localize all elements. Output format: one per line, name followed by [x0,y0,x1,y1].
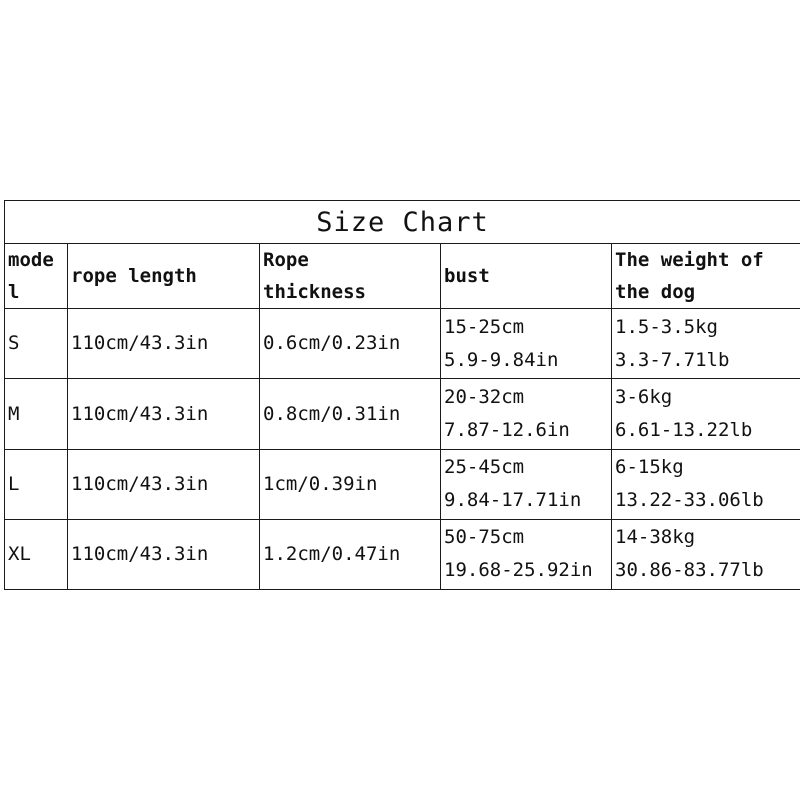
weight-cell [612,519,800,589]
weight-lb: 6.61-13.22lb [615,419,753,442]
bust-cell [441,309,612,379]
bust-cell [441,379,612,449]
header-bust [441,244,612,309]
header-rope-thickness-line-1: Rope [263,249,309,272]
bust-in: 5.9-9.84in [444,348,559,371]
header-row [5,244,800,309]
weight-lb: 30.86-83.77lb [615,559,764,582]
bust-cell [441,449,612,519]
size-chart-table [4,200,800,590]
bust-cm: 20-32cm [444,386,525,409]
bust-in: 7.87-12.6in [444,419,570,442]
bust-cell [441,519,612,589]
weight-kg: 3-6kg [615,386,673,409]
bust-in: 19.68-25.92in [444,559,593,582]
header-rope-thickness [260,244,441,309]
rope-thickness-cell: 1cm/0.39in [260,449,441,519]
bust-cm: 15-25cm [444,315,525,338]
header-model [5,244,68,309]
rope-thickness-cell: 1.2cm/0.47in [260,519,441,589]
model-cell: M [5,379,68,449]
rope-length-cell: 110cm/43.3in [68,309,260,379]
bust-cm: 50-75cm [444,526,525,549]
weight-cell [612,379,800,449]
header-weight-line-1: The weight of [615,249,764,272]
rope-length-cell: 110cm/43.3in [68,449,260,519]
rope-thickness-cell: 0.6cm/0.23in [260,309,441,379]
rope-length-cell: 110cm/43.3in [68,519,260,589]
rope-thickness-cell: 0.8cm/0.31in [260,379,441,449]
table-row-s [5,309,800,379]
weight-kg: 6-15kg [615,456,684,479]
header-rope-thickness-line-2: thickness [263,281,366,304]
weight-kg: 1.5-3.5kg [615,315,718,338]
bust-cm: 25-45cm [444,456,525,479]
model-cell: L [5,449,68,519]
model-cell: XL [5,519,68,589]
header-weight [612,244,800,309]
bust-in: 9.84-17.71in [444,489,582,512]
model-cell: S [5,309,68,379]
table-row-m [5,379,800,449]
table-row-l [5,449,800,519]
header-weight-line-2: the dog [615,281,696,304]
table-title: Size Chart [5,201,800,244]
title-row [5,201,800,244]
header-bust-line-1: bust [444,265,490,288]
weight-lb: 13.22-33.06lb [615,489,764,512]
weight-kg: 14-38kg [615,526,696,549]
header-model-line-1: mode [8,249,54,272]
weight-lb: 3.3-7.71lb [615,348,730,371]
weight-cell [612,309,800,379]
table-row-xl [5,519,800,589]
header-rope-length [68,244,260,309]
header-model-line-2: l [8,281,20,304]
weight-cell [612,449,800,519]
rope-length-cell: 110cm/43.3in [68,379,260,449]
header-rope-length-line-1: rope length [71,265,197,288]
